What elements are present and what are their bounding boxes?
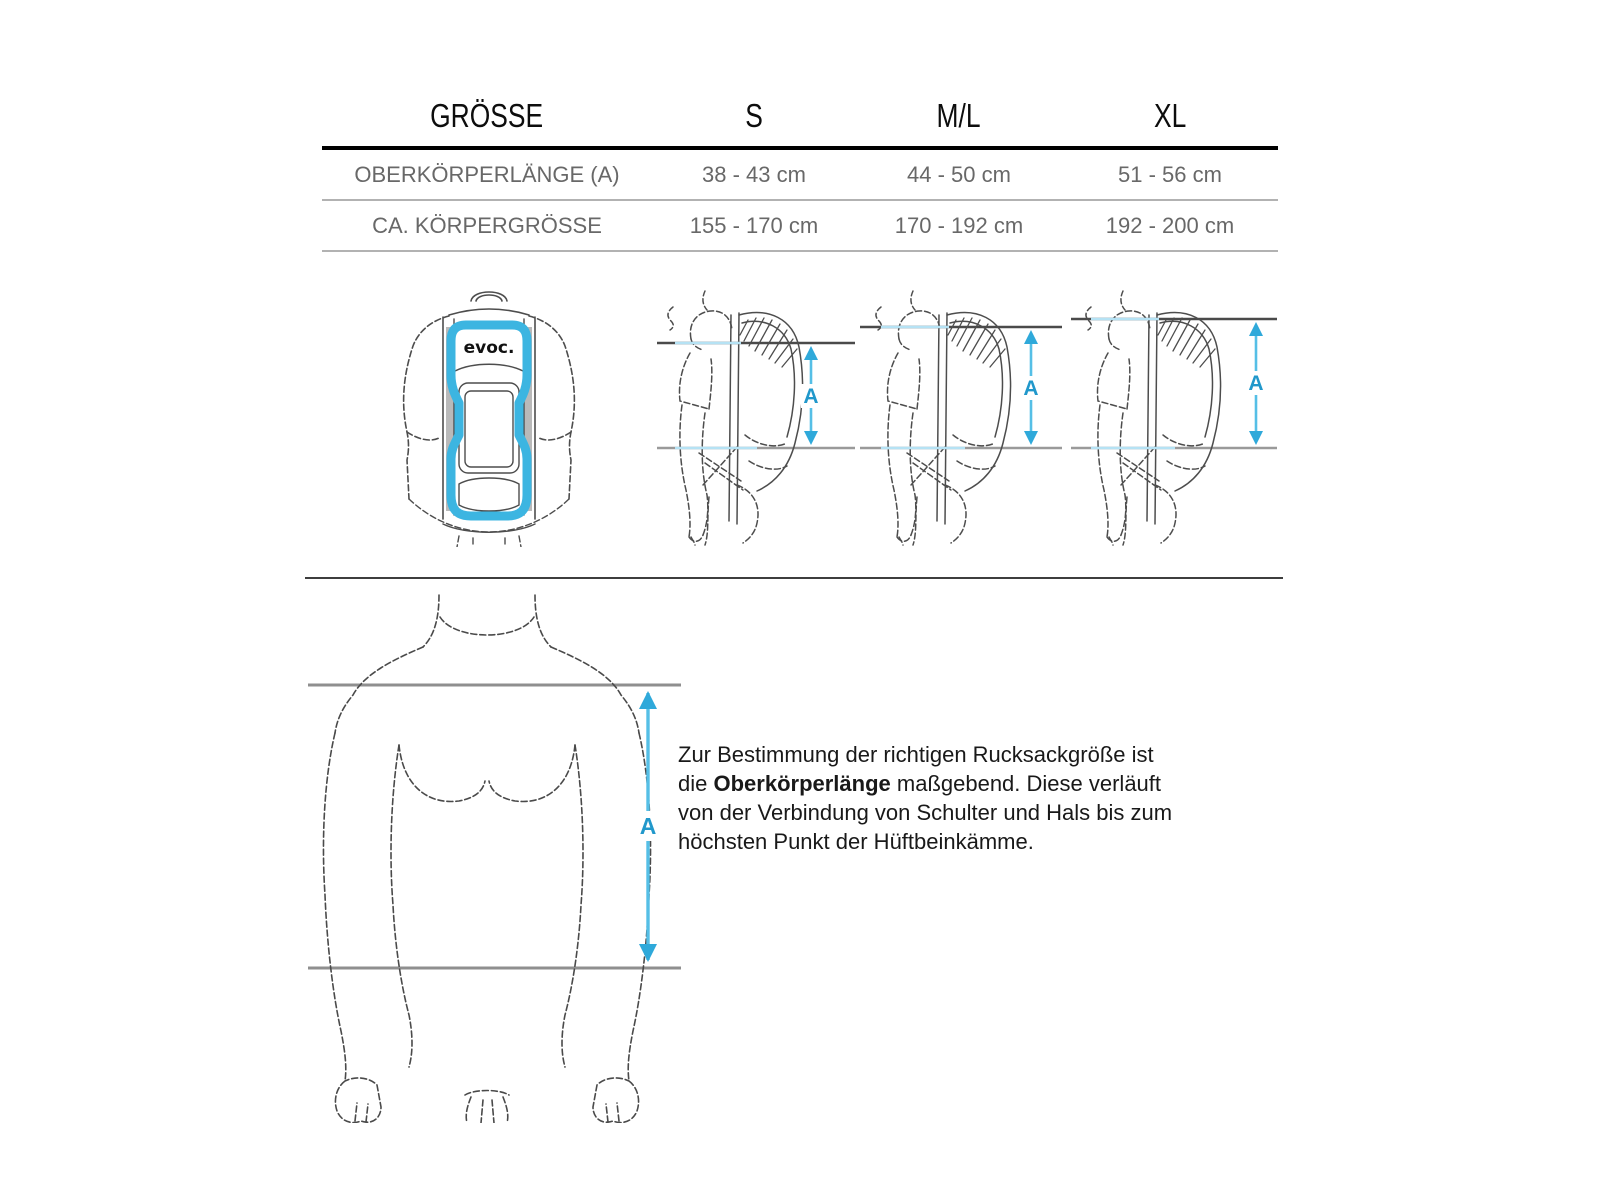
measure-arrow-a (1246, 322, 1266, 445)
value-height-s: 155 - 170 cm (689, 212, 819, 238)
figure-side-view-ml (853, 285, 1069, 547)
value-torso-s: 38 - 43 cm (702, 161, 806, 187)
value-torso-xl: 51 - 56 cm (1118, 161, 1222, 187)
table-row-body-height (322, 201, 1278, 252)
figure-back-view (393, 283, 589, 547)
col-header-xl: XL (1153, 97, 1187, 134)
col-header-s: S (745, 97, 763, 134)
size-table (322, 86, 1278, 252)
instructions-line-2: die Oberkörperlänge maßgebend. Diese verläuft (678, 771, 1162, 796)
value-torso-ml: 44 - 50 cm (907, 161, 1011, 187)
figure-torso-measurement (303, 593, 688, 1123)
oberkoerperlaenge-emphasis: Oberkörperlänge (713, 771, 891, 796)
sizing-instructions (678, 740, 1278, 856)
measure-a-label: A (639, 813, 657, 839)
figure-side-view-xl (1063, 283, 1283, 547)
col-header-groesse: GRÖSSE (430, 97, 544, 134)
instructions-line-3: von der Verbindung von Schulter und Hals bis zum (678, 800, 1173, 825)
measure-a-label: A (1248, 372, 1264, 395)
table-row-torso-length (322, 150, 1278, 201)
value-height-ml: 170 - 192 cm (894, 212, 1024, 238)
col-header-ml: M/L (936, 97, 981, 134)
size-table-header-row (322, 86, 1278, 150)
instructions-line-1: Zur Bestimmung der richtigen Rucksackgröße ist (678, 742, 1154, 767)
measure-arrow-a (801, 346, 821, 445)
evoc-logo: evoc. (463, 338, 515, 358)
value-height-xl: 192 - 200 cm (1105, 212, 1235, 238)
figure-side-view-s (645, 285, 861, 547)
measure-a-label: A (1023, 377, 1039, 400)
row-label-oberkoerperlaenge: OBERKÖRPERLÄNGE (A) (354, 161, 620, 187)
section-divider (305, 577, 1283, 579)
measure-a-label: A (803, 385, 819, 408)
instructions-line-4: höchsten Punkt der Hüftbeinkämme. (678, 829, 1034, 854)
row-label-koerpergroesse: CA. KÖRPERGRÖSSE (372, 212, 602, 238)
measure-arrow-a (1021, 330, 1041, 445)
